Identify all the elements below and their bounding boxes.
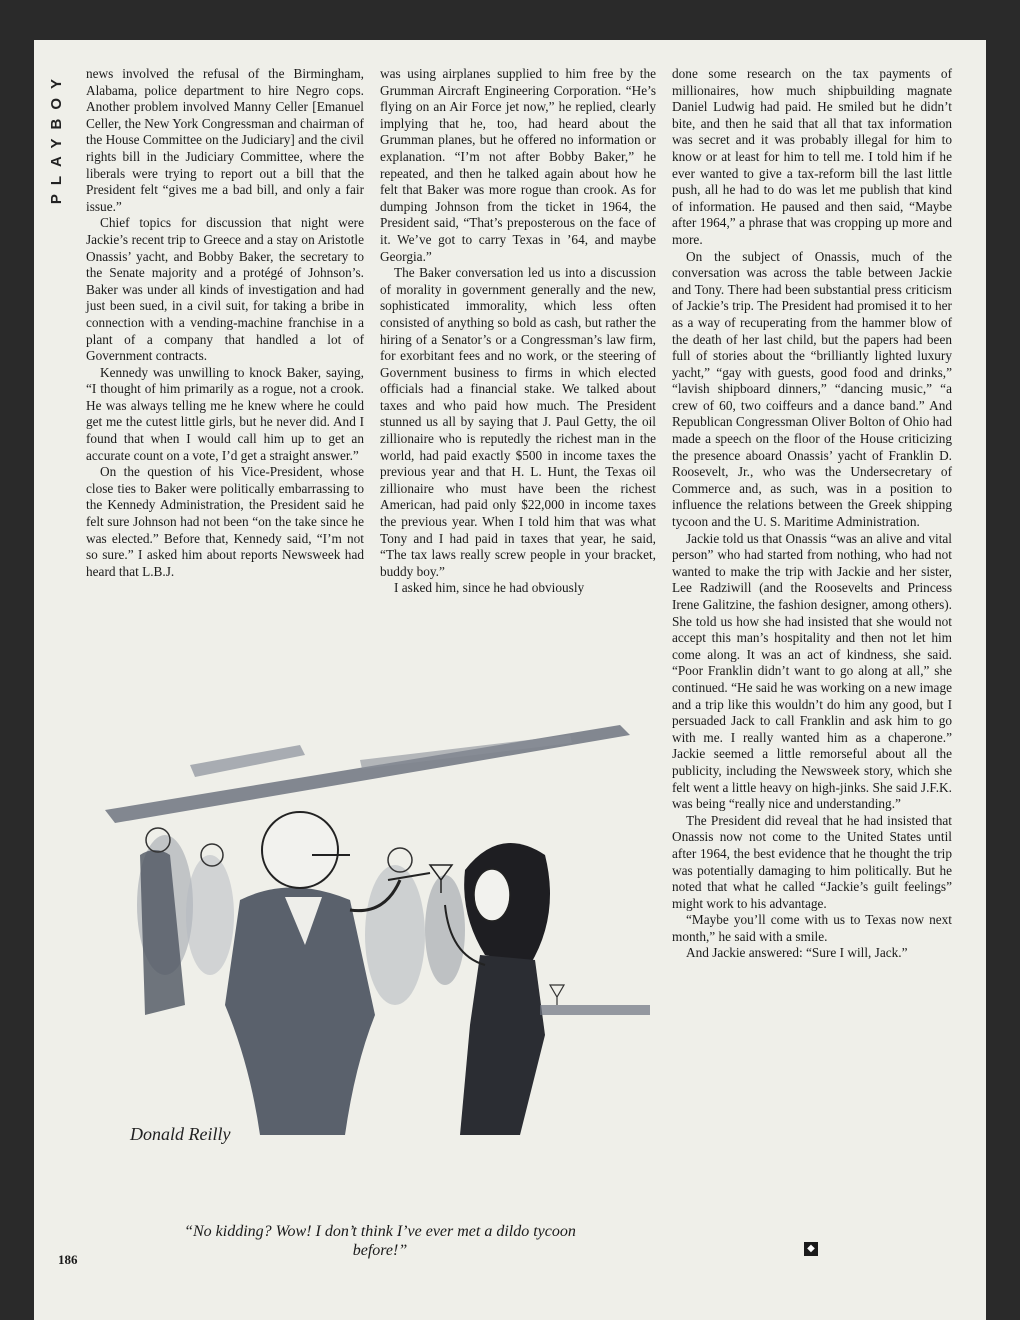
man-head [262,812,338,888]
cartoon-illustration [100,705,660,1150]
paragraph: The President did reveal that he had insisted that Onassis now not come to the United States until after 1964, the best evidence that he thought the trip was potentially damaging to him politically. But he noted that what he called “Jackie’s guilt feelings” might work to his advantage. [672,812,952,911]
paragraph: news involved the refusal of the Birmingham, Alabama, police department to hire Negro cops. Another problem involved Manny Celler [Emanuel Celler, the New York Congressman and chairman of the House Committee on the Judiciary] and the civil rights bill in the Judiciary Committee, where the liberals were trying to report out a bill that the President felt “gives me a bad bill, and only a fair issue.” [86,66,364,214]
background-table [540,1005,650,1015]
woman-face [474,869,510,921]
artist-signature: Donald Reilly [130,1124,231,1144]
paragraph: The Baker conversation led us into a discussion of morality in government generally and the new, sophisticated immorality, which less often consisted of anything so bold as cash, but rather the hiring of a Senator’s or a Congressman’s law firm, for exorbitant fees and no work, or the steering of Government business to firms in which elected officials had a financial stake. We talked about taxes and who paid how much. The President stunned us all by saying that J. Paul Getty, the oil zillionaire who is reputedly the richest man in the world, had paid exactly $500 in income taxes the previous year and that H. L. Hunt, the Texas oil zillionaire who must have been the richest American, had paid only $22,000 in income taxes the previous year. When I told him that was what Tony and I had paid in taxes that year, he said, “The tax laws really screw people in your bracket, buddy boy.” [380,265,656,579]
rabbit-end-mark-icon: ◆ [804,1242,818,1256]
paragraph: done some research on the tax payments of millionaires, how much shipbuilding magnate Daniel Ludwig had paid. He smiled but he didn’t bite, and then he said that all that tax information was secret and it was probably illegal for him to know or at least for him to tell me. I told him if he ever wanted to give a tax-reform bill the last little push, all he had to do was let me publish that kind of information. He paused and then said, “Maybe after 1964,” a phrase that was cropping up more and more. [672,66,952,247]
paragraph: And Jackie answered: “Sure I will, Jack.” [686,945,908,961]
woman-dress [460,955,545,1135]
paragraph: “Maybe you’ll come with us to Texas now next month,” he said with a smile. [672,912,952,944]
text-column-3 [672,66,952,962]
masthead: PLAYBOY [48,70,65,205]
paragraph: I asked him, since he had obviously [394,580,585,596]
guest-figure [186,855,234,975]
page-number: 186 [58,1252,78,1267]
paragraph: On the question of his Vice-President, whose close ties to Baker were politically embarrassing to the Kennedy Administration, the President said he felt sure Johnson had not been “on the take since he was elected.” Before that, Kennedy said, “I’m not so sure.” I asked him about reports Newsweek had heard that L.B.J. [86,464,364,579]
cartoon-caption: “No kidding? Wow! I don’t think I’ve ever met a dildo tycoon before!” [184,1223,576,1259]
paragraph: was using airplanes supplied to him free by the Grumman Aircraft Engineering Corporation. “He’s flying on an Air Force jet now,” he replied, clearly implying that he, too, had heard about the Grumman planes, but he offered no information or explanation. “I’m not after Bobby Baker,” he repeated, and then he talked again about how he felt that Baker was more rogue than crook. As for dumping Johnson from the ticket in 1964, the President said, “That’s preposterous on the face of it. We’ve got to carry Texas in ’64, and maybe Georgia.” [380,66,656,264]
paragraph: Jackie told us that Onassis “was an alive and vital person” who had started from nothing, who had not wanted to make the trip with Jackie and her sister, Lee Radziwill (and the Roosevelts and Princess Irene Galitzine, the fashion designer, among others). She told us how she had insisted that she would not accept this man’s hospitality and then not let him come along. It was an act of kindness, she said. “Poor Franklin didn’t want to go along at all,” she continued. “He said he was working on a new image and a trip like this wouldn’t do him any good, but I persuaded Jack to call Franklin and ask him to go with me. I really wanted him as a chaperone.” Jackie seemed a little remorseful about all the publicity, including the Newsweek story, which she felt went a little heavy on high-jinks. She said J.F.K. was being “really nice and understanding.” [672,530,952,812]
text-column-2 [380,66,656,597]
paragraph: On the subject of Onassis, much of the conversation was across the table between Jackie and Tony. There had been substantial press criticism of Jackie’s trip. The President had promised it to her as a way of recuperating from the hammer blow of the death of her last child, but the papers had been full of stories about the “brilliantly lighted luxury yacht,” “gay with guests, good food and drinks,” “lavish shipboard dinners,” “dancing music,” “a crew of 60, two coiffeurs and a dance band.” And Republican Congressman Oliver Bolton of Ohio had made a speech on the floor of the House criticizing the presence aboard Onassis’ yacht of Franklin D. Roosevelt, Jr., who was the Undersecretary of Commerce and, as such, was in a position to influence the relations between the Greek shipping tycoon and the U. S. Maritime Administration. [672,248,952,530]
ceiling-beam [360,735,572,769]
guest-figure [365,865,425,1005]
paragraph: Kennedy was unwilling to knock Baker, saying, “I thought of him primarily as a rogue, not a crook. He was always telling me he knew where he could get me the cutest little girls, but he never did. And I found that when I would call him up to get an accurate count on a vote, I’d get a straight answer.” [86,364,364,463]
guest-figure [425,875,465,985]
text-column-1 [86,66,364,580]
background-glass [550,985,564,1005]
paragraph: Chief topics for discussion that night were Jackie’s recent trip to Greece and a stay on Aristotle Onassis’ yacht, and Bobby Baker, the secretary to the Senate majority and a protégé of Johnson’s. Baker was under all kinds of investigation and had just been sued, in a civil suit, for taking a bribe in connection with a vending-machine franchise in a plant of a company that handled a lot of Government contracts. [86,215,364,364]
ceiling-beam [190,745,305,777]
